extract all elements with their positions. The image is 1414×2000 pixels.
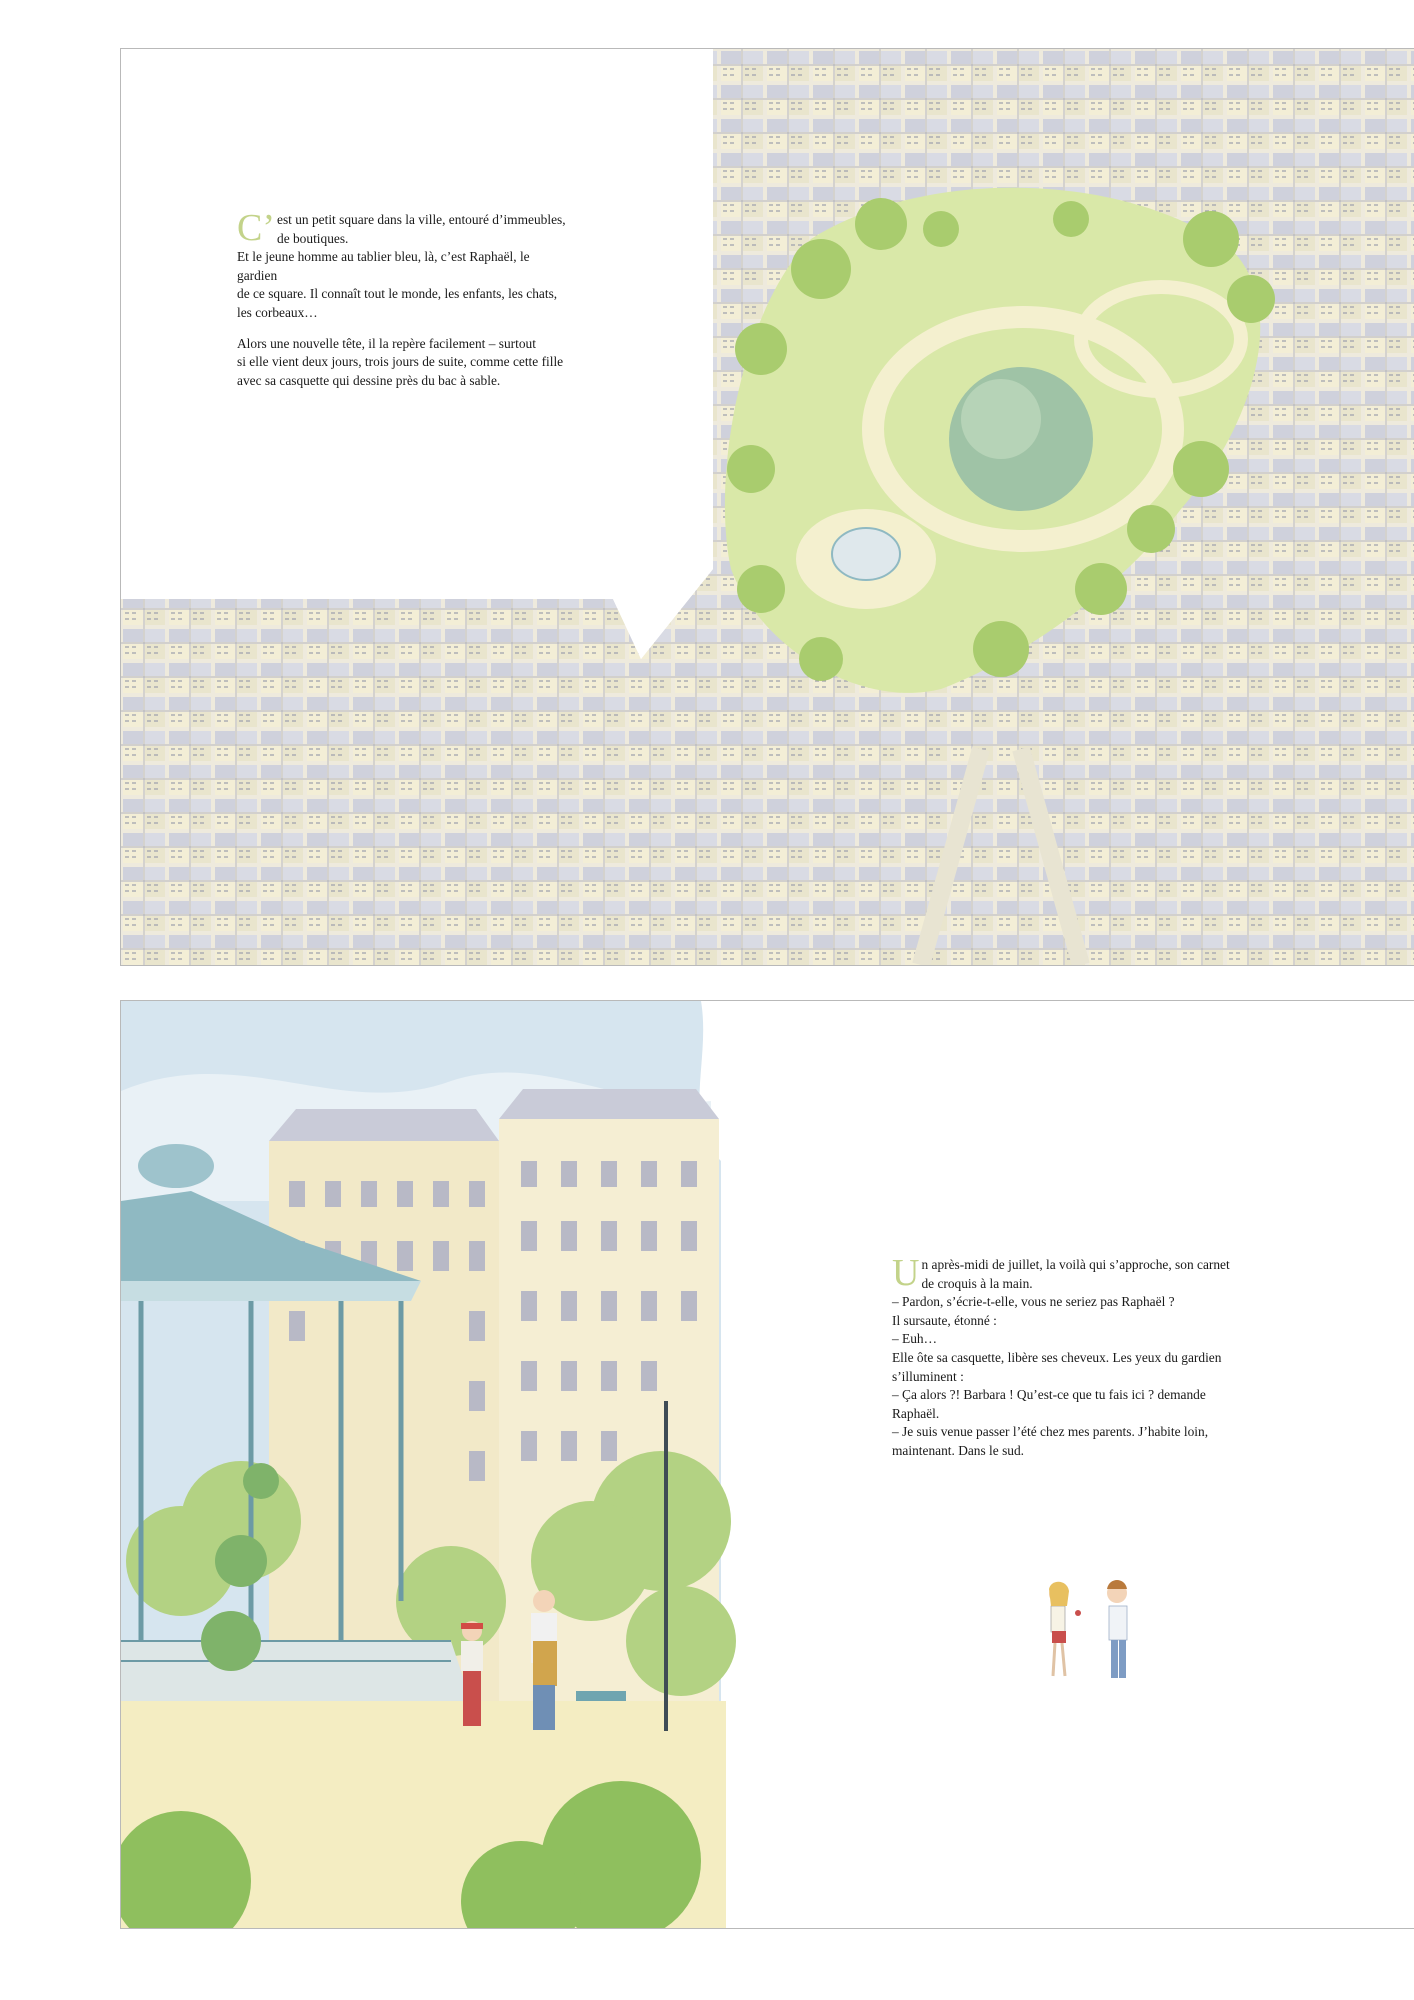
paragraph-2 [237, 335, 567, 391]
text-block-2 [892, 1252, 1312, 1461]
text-line: Raphaël. [892, 1405, 940, 1421]
text-line: maintenant. Dans le sud. [892, 1442, 1025, 1458]
small-figures [1049, 1580, 1127, 1678]
text-line: – Pardon, s’écrie-t-elle, vous ne seriez pas Raphaël ? [892, 1294, 1175, 1310]
aerial-city-illustration [121, 49, 1414, 965]
text-line: avec sa casquette qui dessine près du bac à sable. [237, 372, 501, 388]
text-line: si elle vient deux jours, trois jours de suite, comme cette fille [237, 354, 564, 370]
paragraph-3 [892, 1252, 1312, 1461]
park-scene-illustration [121, 1001, 1414, 1928]
text-line: de ce square. Il connaît tout le monde, les enfants, les chats, [237, 286, 558, 302]
girl-figure [461, 1621, 483, 1726]
spread-1 [120, 48, 1414, 966]
text-line: s’illuminent : [892, 1368, 964, 1384]
text-line: de boutiques. [277, 230, 349, 246]
text-line: n après-midi de juillet, la voilà qui s’approche, son carnet [921, 1257, 1230, 1272]
text-line: Elle ôte sa casquette, libère ses cheveux. Les yeux du gardien [892, 1349, 1222, 1365]
bandstand-roof [832, 528, 900, 580]
text-block-1 [237, 207, 567, 390]
central-tree-highlight [961, 379, 1041, 459]
bench [576, 1691, 626, 1701]
text-line: Alors une nouvelle tête, il la repère facilement – surtout [237, 335, 536, 351]
text-line: les corbeaux… [237, 304, 318, 320]
drop-cap: C’ [237, 207, 275, 249]
text-line: Et le jeune homme au tablier bleu, là, c’est Raphaël, le gardien [237, 249, 530, 283]
paragraph-1 [237, 207, 567, 323]
text-line: de croquis à la main. [921, 1275, 1033, 1291]
text-line: – Ça alors ?! Barbara ! Qu’est-ce que tu fais ici ? demande [892, 1387, 1206, 1403]
text-line: est un petit square dans la ville, entouré d’immeubles, [277, 212, 566, 227]
text-line: – Euh… [892, 1331, 938, 1347]
text-line: – Je suis venue passer l’été chez mes parents. J’habite loin, [892, 1424, 1209, 1440]
drop-cap: U [892, 1252, 920, 1294]
text-line: Il sursaute, étonné : [892, 1312, 997, 1328]
spread-2 [120, 1000, 1414, 1929]
